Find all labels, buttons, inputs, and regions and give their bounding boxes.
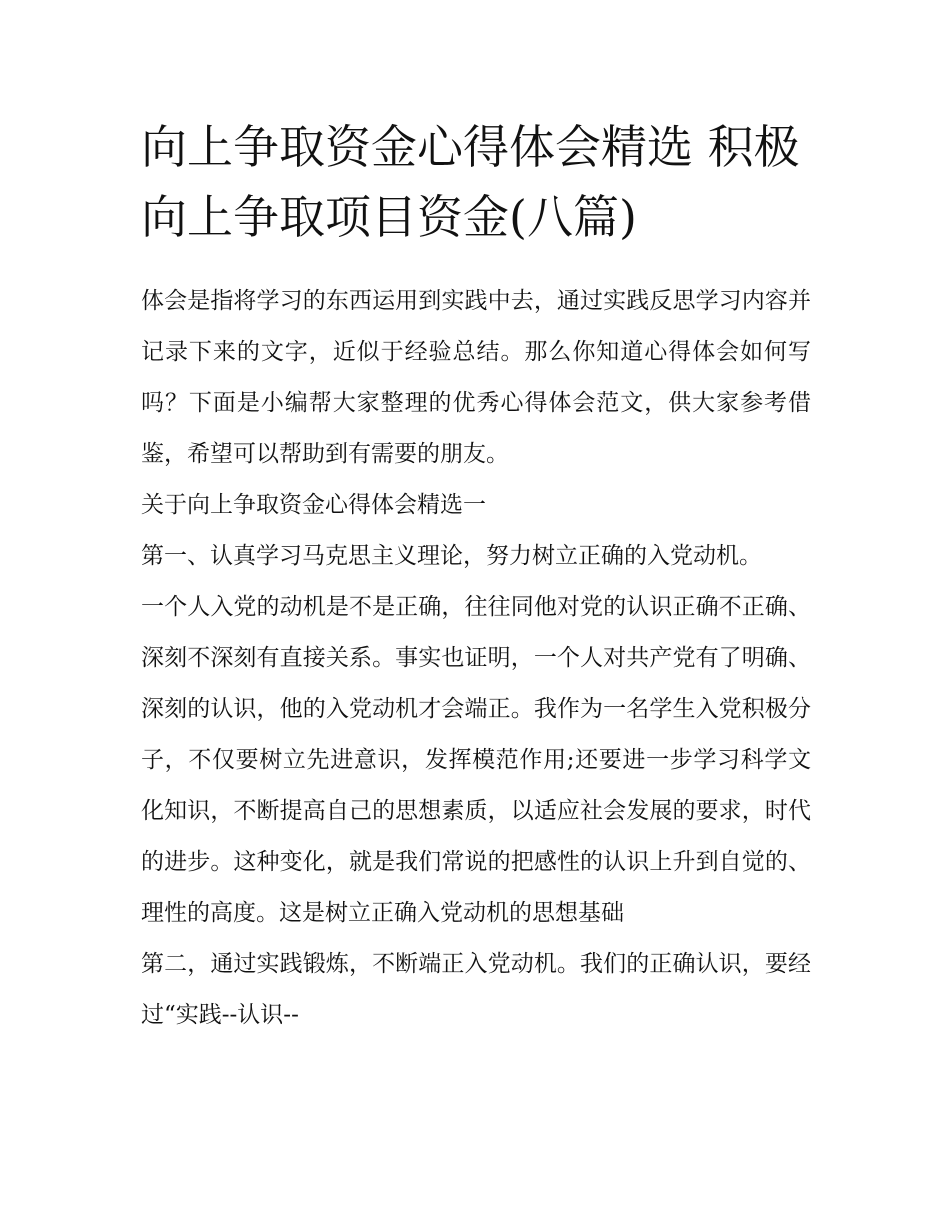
- document-body: [141, 276, 811, 1041]
- point-one-body: 一个人入党的动机是不是正确，往往同他对党的认识正确不正确、深刻不深刻有直接关系。事实也证明，一个人对共产党有了明确、深刻的认识，他的入党动机才会端正。我作为一名学生入党积极分子，不仅要树立先进意识，发挥模范作用;还要进一步学习科学文化知识，不断提高自己的思想素质，以适应社会发展的要求，时代的进步。这种变化，就是我们常说的把感性的认识上升到自觉的、理性的高度。这是树立正确入党动机的思想基础: [141, 594, 811, 926]
- point-two-paragraph: 第二，通过实践锻炼，不断端正入党动机。我们的正确认识，要经过“实践--认识--: [141, 951, 811, 1028]
- document-title: 向上争取资金心得体会精选 积极向上争取项目资金(八篇): [141, 120, 800, 244]
- document-content: [141, 112, 811, 1041]
- point-one-heading: 第一、认真学习马克思主义理论，努力树立正确的入党动机。: [141, 543, 762, 569]
- intro-paragraph: 体会是指将学习的东西运用到实践中去，通过实践反思学习内容并记录下来的文字，近似于经验总结。那么你知道心得体会如何写吗？下面是小编帮大家整理的优秀心得体会范文，供大家参考借鉴，希望可以帮助到有需要的朋友。: [141, 288, 811, 467]
- section-heading: 关于向上争取资金心得体会精选一: [141, 492, 486, 518]
